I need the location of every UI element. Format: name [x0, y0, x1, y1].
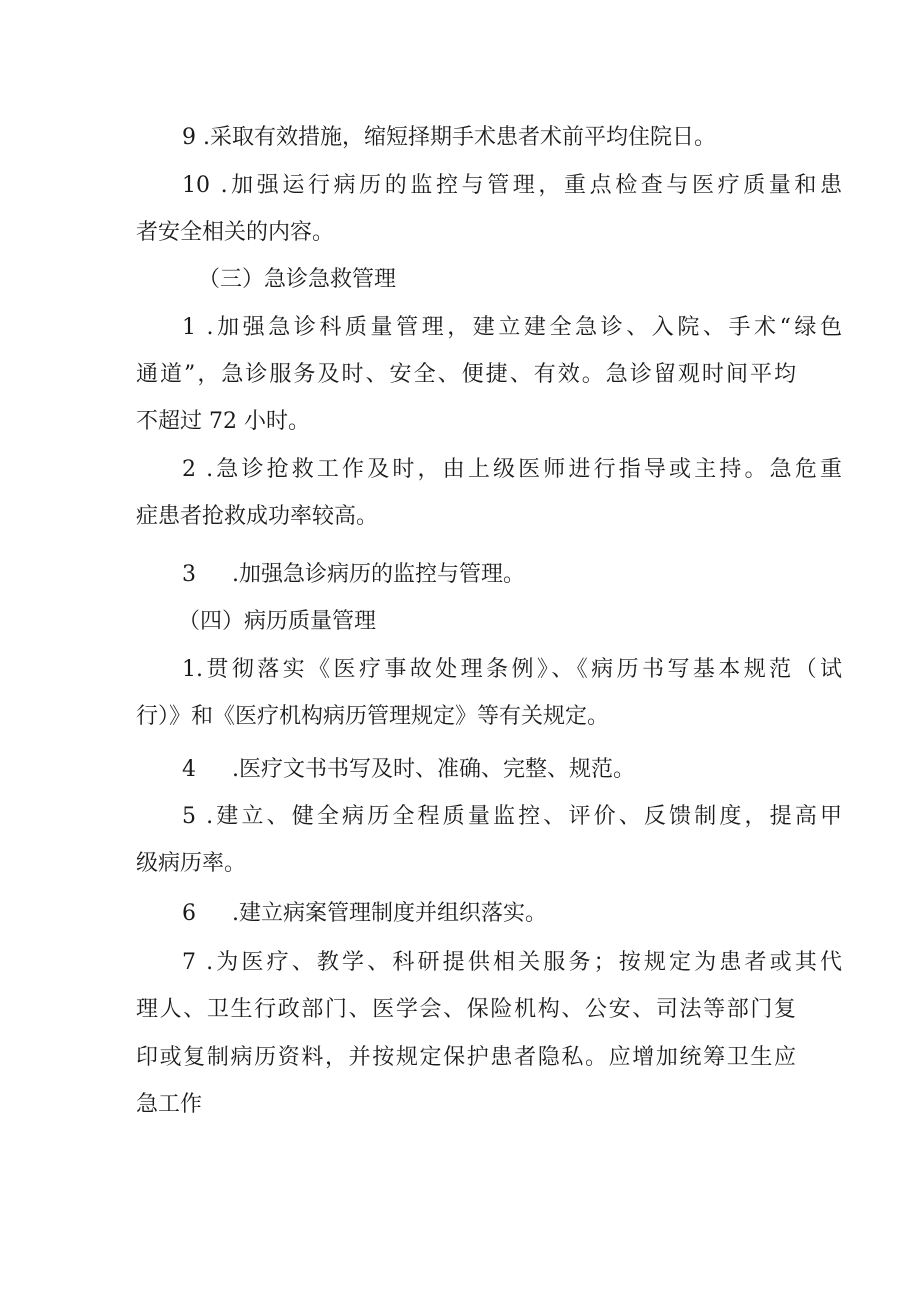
section-heading: （三）急诊急救管理	[198, 267, 397, 292]
paragraph-line: 行）》和《医疗机构病历管理规定》等有关规定。	[136, 704, 610, 729]
paragraph-line: 1.贯彻落实《医疗事故处理条例》、《病历书写基本规范（试	[182, 657, 842, 682]
paragraph-line: 理人、卫生行政部门、医学会、保险机构、公安、司法等部门复	[136, 997, 796, 1022]
paragraph-line: 7 .为医疗、教学、科研提供相关服务；按规定为患者或其代	[182, 950, 842, 975]
section-heading: （四）病历质量管理	[178, 609, 377, 634]
paragraph-line	[182, 899, 842, 929]
paragraph-line: 9 .采取有效措施，缩短择期手术患者术前平均住院日。	[182, 125, 716, 150]
paragraph-line: 10 .加强运行病历的监控与管理，重点检查与医疗质量和患	[182, 173, 842, 198]
item-number: 4	[182, 757, 196, 782]
paragraph-line: 不超过 72 小时。	[136, 409, 310, 434]
item-text: .建立病案管理制度并组织落实。	[232, 901, 547, 926]
paragraph-line: 印或复制病历资料，并按规定保护患者隐私。应增加统筹卫生应	[136, 1045, 796, 1070]
paragraph-line	[182, 560, 842, 590]
item-number: 6	[182, 901, 196, 926]
item-text: .加强急诊病历的监控与管理。	[232, 562, 525, 587]
paragraph-line: 通道”，急诊服务及时、安全、便捷、有效。急诊留观时间平均	[136, 362, 796, 387]
paragraph-line: 急工作	[136, 1092, 203, 1117]
paragraph-line: 1 .加强急诊科质量管理，建立建全急诊、入院、手术“绿色	[182, 315, 842, 340]
item-number: 3	[182, 562, 196, 587]
paragraph-line: 级病历率。	[136, 851, 247, 876]
paragraph-line: 2 .急诊抢救工作及时，由上级医师进行指导或主持。急危重	[182, 457, 842, 482]
paragraph-line: 症患者抢救成功率较高。	[136, 504, 379, 529]
item-text: .医疗文书书写及时、准确、完整、规范。	[232, 757, 635, 782]
paragraph-line: 者安全相关的内容。	[136, 220, 335, 245]
paragraph-line	[182, 755, 842, 785]
paragraph-line: 5 .建立、健全病历全程质量监控、评价、反馈制度，提高甲	[182, 804, 842, 829]
